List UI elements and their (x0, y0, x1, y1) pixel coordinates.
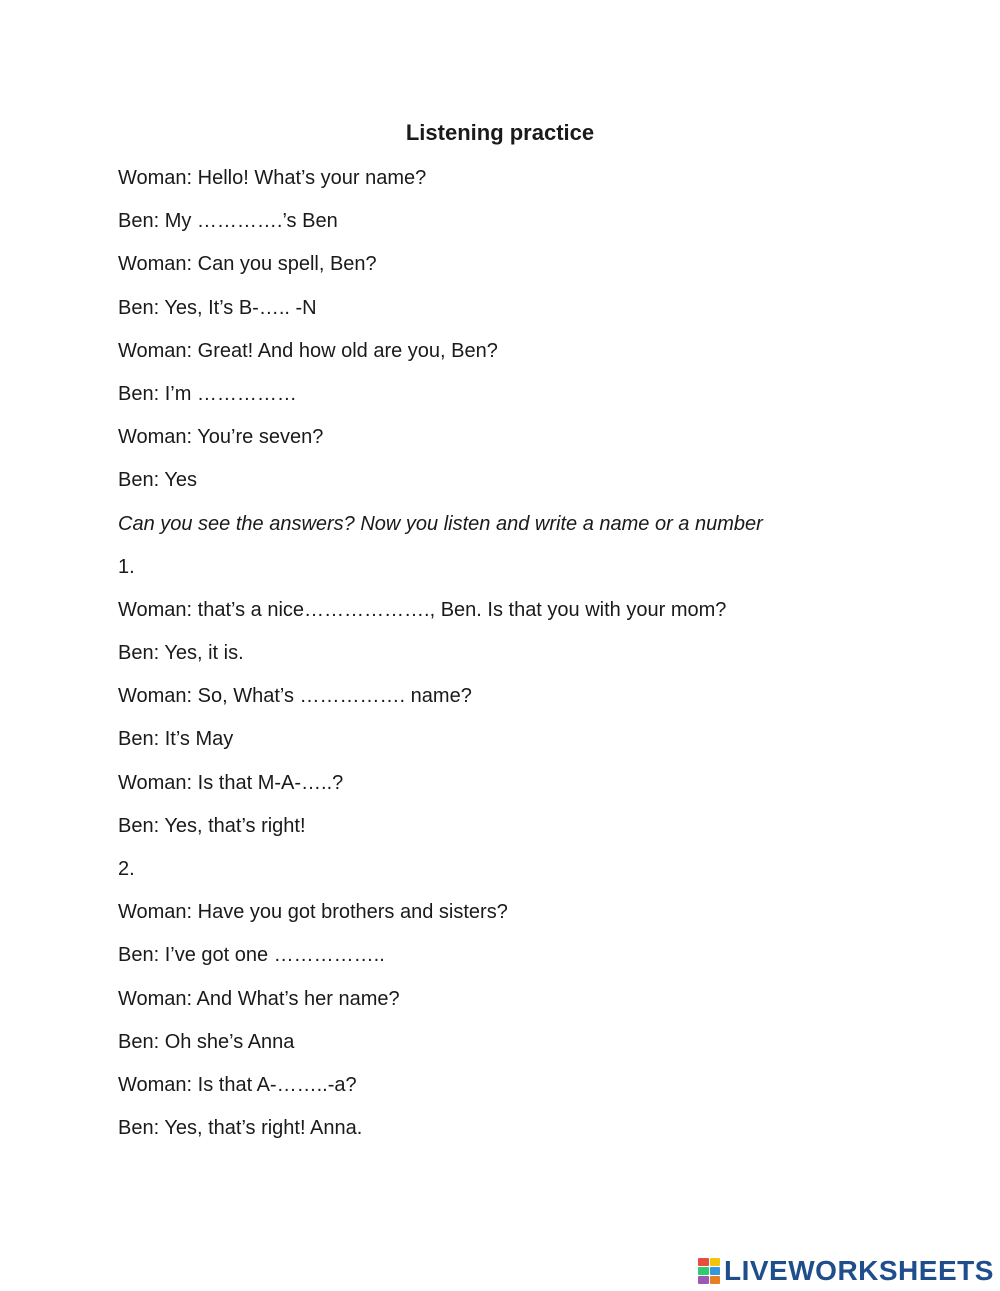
text-line: Woman: Can you spell, Ben? (118, 253, 377, 276)
logo-text: LIVEWORKSHEETS (724, 1255, 994, 1286)
section-number: 1. (118, 555, 135, 578)
text-line: Woman: Have you got brothers and sisters? (118, 901, 508, 924)
instruction-line: Can you see the answers? Now you listen and write a name or a number (118, 512, 763, 535)
text-line: Woman: So, What’s ……………. name? (118, 685, 472, 708)
text-line: Ben: Yes (118, 469, 197, 492)
text-line: Ben: Yes, it is. (118, 642, 244, 665)
text-line: Woman: that’s a nice………………., Ben. Is that you with your mom? (118, 598, 727, 621)
text-line: Ben: Yes, It’s B-….. -N (118, 296, 317, 319)
text-line: Woman: Hello! What’s your name? (118, 167, 427, 189)
text-line: Ben: Yes, that’s right! (118, 814, 306, 837)
page-title: Listening practice (405, 120, 595, 145)
text-line: Ben: I’ve got one …………….. (118, 944, 385, 967)
text-line: Ben: It’s May (118, 728, 234, 751)
text-line: Ben: Yes, that’s right! Anna. (118, 1117, 363, 1140)
text-line: Woman: And What’s her name? (118, 987, 400, 1010)
logo-icon (698, 1258, 720, 1284)
liveworksheets-logo (698, 1254, 994, 1288)
text-line: Ben: My ………….’s Ben (118, 210, 338, 233)
text-line: Woman: You’re seven? (118, 426, 324, 449)
text-line: Woman: Is that A-……..-a? (118, 1073, 357, 1096)
section-number: 2. (118, 858, 135, 880)
text-line: Ben: I’m …………… (118, 382, 297, 405)
text-line: Woman: Great! And how old are you, Ben? (118, 339, 498, 362)
text-line: Ben: Oh she’s Anna (118, 1030, 295, 1053)
text-line: Woman: Is that M-A-…..? (118, 771, 344, 794)
dialogue-text (118, 166, 938, 1159)
